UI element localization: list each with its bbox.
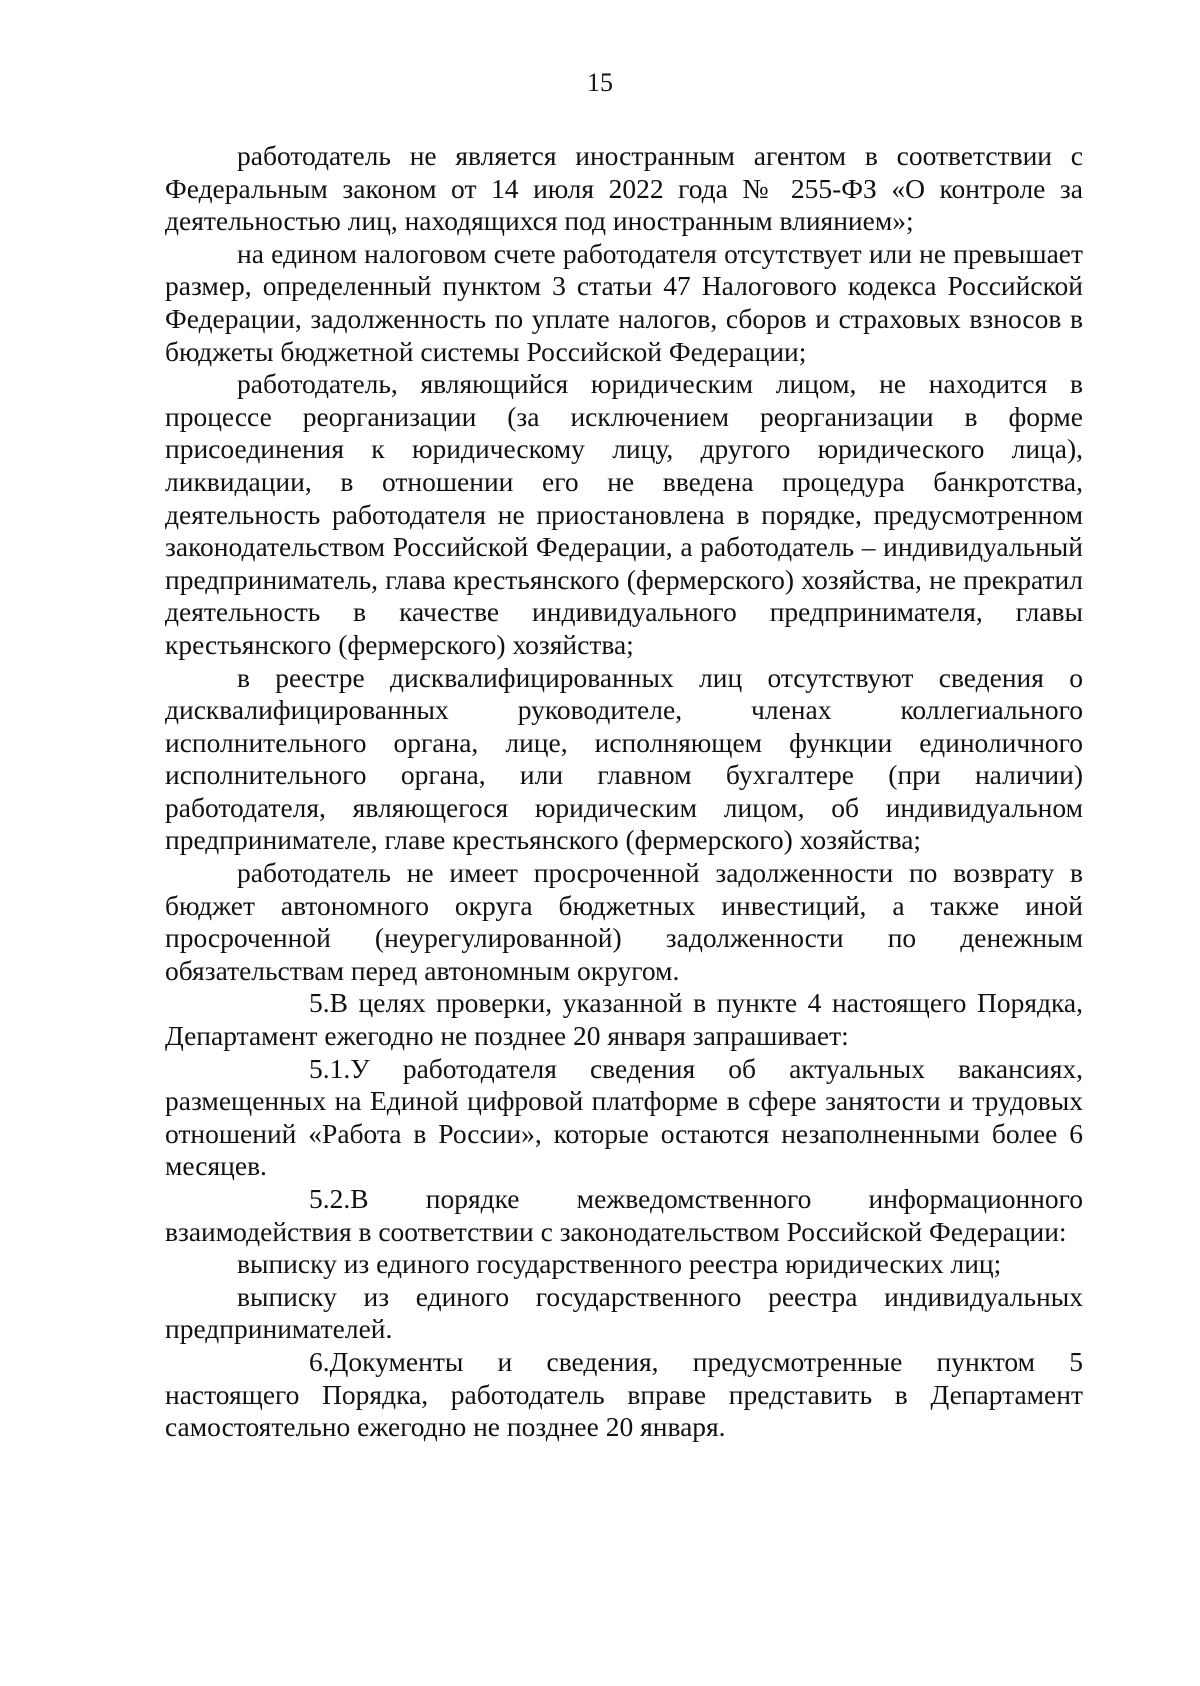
paragraph-text: Документы и сведения, предусмотренные пунктом 5 настоящего Порядка, работодатель вправе представить в Департамент самостоятельно ежегодно не позднее 20 января. bbox=[165, 1345, 1083, 1443]
paragraph-text: работодатель, являющийся юридическим лицом, не находится в процессе реорганизации (за исключением реорганизации в форме присоединения к юридическому лицу, другого юридического лица), ликвидации, в отношении его не введена процедура банкротства, деятельность работодателя не приостановлена в порядке, предусмотренном законодательством Российской Федерации, а работодатель – индивидуальный предприниматель, глава крестьянского (фермерского) хозяйства, не прекратил деятельность в качестве индивидуального предпринимателя, главы крестьянского (фермерского) хозяйства; bbox=[165, 368, 1083, 660]
paragraph-tax-account bbox=[165, 238, 1083, 368]
paragraph-text: выписку из единого государственного реестра юридических лиц; bbox=[237, 1248, 1002, 1280]
paragraph-item-5-1 bbox=[165, 1053, 1083, 1183]
page-number: 15 bbox=[587, 68, 613, 97]
paragraph-entrepreneurs-extract bbox=[165, 1281, 1083, 1346]
item-number: 5.1. bbox=[309, 1052, 351, 1084]
paragraph-text: выписку из единого государственного реестра индивидуальных предпринимателей. bbox=[165, 1280, 1083, 1345]
paragraph-disqualified-registry bbox=[165, 662, 1083, 858]
paragraph-text: работодатель не является иностранным агентом в соответствии с Федеральным законом от 14 июля 2022 года № 255-ФЗ «О контроле за деятельностью лиц, находящихся под иностранным влиянием»; bbox=[165, 140, 1083, 237]
paragraph-reorganization bbox=[165, 368, 1083, 661]
document-body bbox=[165, 140, 1083, 1444]
paragraph-overdue-debt bbox=[165, 857, 1083, 987]
item-number: 5. bbox=[309, 987, 330, 1019]
paragraph-item-6 bbox=[165, 1346, 1083, 1444]
paragraph-item-5-2 bbox=[165, 1183, 1083, 1248]
paragraph-text: работодатель не имеет просроченной задолженности по возврату в бюджет автономного округа бюджетных инвестиций, а также иной просроченной (неурегулированной) задолженности по денежным обязательствам перед автономным округом. bbox=[165, 857, 1083, 986]
paragraph-text: В порядке межведомственного информационного взаимодействия в соответствии с законодательством Российской Федерации: bbox=[165, 1183, 1083, 1247]
item-number: 6. bbox=[309, 1345, 330, 1377]
paragraph-foreign-agent bbox=[165, 140, 1083, 238]
paragraph-text: на едином налоговом счете работодателя отсутствует или не превышает размер, определенный пунктом 3 статьи 47 Налогового кодекса Российской Федерации, задолженность по уплате налогов, сборов и страховых взносов в бюджеты бюджетной системы Российской Федерации; bbox=[165, 237, 1083, 367]
paragraph-text: в реестре дисквалифицированных лиц отсутствуют сведения о дисквалифицированных руководителе, членах коллегиального исполнительного органа, лице, исполняющем функции единоличного исполнительного органа, или главном бухгалтере (при наличии) работодателя, являющегося юридическим лицом, об индивидуальном предпринимателе, главе крестьянского (фермерского) хозяйства; bbox=[165, 661, 1083, 856]
paragraph-text: У работодателя сведения об актуальных вакансиях, размещенных на Единой цифровой платформе в сфере занятости и трудовых отношений «Работа в России», которые остаются незаполненными более 6 месяцев. bbox=[165, 1052, 1083, 1182]
paragraph-text: В целях проверки, указанной в пункте 4 настоящего Порядка, Департамент ежегодно не позднее 20 января запрашивает: bbox=[165, 987, 1083, 1052]
paragraph-legal-entities-extract bbox=[165, 1248, 1083, 1281]
paragraph-item-5 bbox=[165, 987, 1083, 1052]
item-number: 5.2. bbox=[309, 1183, 351, 1214]
